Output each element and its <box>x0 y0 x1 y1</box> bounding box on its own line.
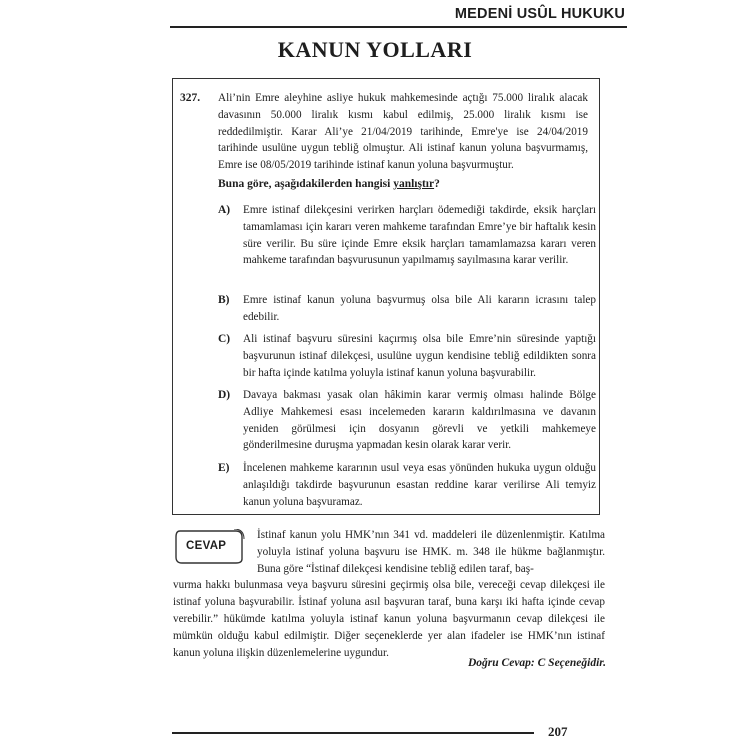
option-a-text: Emre istinaf dilekçesini verirken harçları ödemediği takdirde, eksik harçları tamamlaması için kararı veren mahkeme tarafından Emre’ye bir haftalık kesin süre verilir. Bu süre içinde Emre eksik harçları tamamlamazsa kararı veren mahkeme tarafından başvurusunun yapılmamış sayılmasına karar verilir. <box>243 204 596 267</box>
option-a-letter: A) <box>218 204 231 216</box>
option-e-text: İncelenen mahkeme kararının usul veya esas yönünden hukuka uygun olduğu anlaşıldığı takdirde başvurunun esastan reddine karar verilirse Ali temyiz kanun yoluna başvuramaz. <box>243 462 596 508</box>
prompt-text: Buna göre, aşağıdakilerden hangisi <box>218 178 394 190</box>
option-c-text: Ali istinaf başvuru süresini kaçırmış olsa bile Emre’nin süresinde yaptığı başvurunun istinaf dilekçesi, usulüne uygun kendisine tebliğ edildikten sonra bir hafta içinde katılma yoluyla istinaf kanun yoluna başvurabilir. <box>243 333 596 379</box>
answer-label: CEVAP <box>186 540 227 552</box>
prompt-underlined: yanlıştır <box>393 178 435 190</box>
question-prompt <box>218 178 440 190</box>
option-d-text: Davaya bakması yasak olan hâkimin karar vermiş olması halinde Bölge Adliye Mahkemesi esası incelemeden kararın kaldırılmasına ve davanın yeniden görülmesi için dosyanın görevli ve yetkili mahkemeye gönderilmesine duruşma yapmadan kesin olarak karar verir. <box>243 389 596 452</box>
option-b-text: Emre istinaf kanun yoluna başvurmuş olsa bile Ali kararın icrasını talep edebilir. <box>243 294 596 323</box>
correct-answer: Doğru Cevap: C Seçeneğidir. <box>468 657 606 669</box>
option-d-letter: D) <box>218 389 231 401</box>
answer-text-indented: İstinaf kanun yolu HMK’nın 341 vd. maddeleri ile düzenlenmiştir. Katılma yoluyla istinaf yoluna başvuru ise HMK. m. 348 ile hükme bağlanmıştır. Buna göre “İstinaf dilekçesi kendisine tebliğ edilen taraf, baş- <box>257 529 605 575</box>
page-number: 207 <box>548 724 568 739</box>
prompt-mark: ? <box>434 178 440 190</box>
footer-rule <box>172 732 534 734</box>
answer-text-full: vurma hakkı bulunmasa veya başvuru süresini geçirmiş olsa bile, vereceği cevap dilekçesi ile istinaf yoluna başvurabilir. İstinaf yoluna asıl başvuran taraf, buna karşı iki hafta içinde cevap verebilir.” hükümde katılma yoluyla istinaf kanun yoluna başvurmanın cevap dilekçesi ile mümkün olduğu kabul edilmiştir. Diğer seçeneklerde yer alan ifadeler ise HMK’nın istinaf kanun yoluna ilişkin düzenlemelerine uygundur. <box>173 579 605 659</box>
page-header-title: MEDENİ USÛL HUKUKU <box>454 6 625 22</box>
option-e-letter: E) <box>218 462 230 474</box>
chapter-title: KANUN YOLLARI <box>277 37 473 62</box>
question-number: 327. <box>180 92 201 104</box>
option-c-letter: C) <box>218 333 231 345</box>
question-text: Ali’nin Emre aleyhine asliye hukuk mahkemesinde açtığı 75.000 liralık alacak davasının 50.000 liralık kısmı kabul edilmiş, 25.000 liralık kısmı ise reddedilmiştir. Karar Ali’ye 21/04/2019 tarihinde, Emre'ye ise 24/04/2019 tarihinde usulüne uygun tebliğ olmuştur. Ali istinaf kanun yoluna başvurmamış, Emre ise 08/05/2019 tarihinde istinaf kanun yoluna başvurmuştur. <box>218 92 588 172</box>
option-b-letter: B) <box>218 294 230 306</box>
answer-explanation <box>173 527 605 661</box>
header-rule <box>170 26 627 28</box>
